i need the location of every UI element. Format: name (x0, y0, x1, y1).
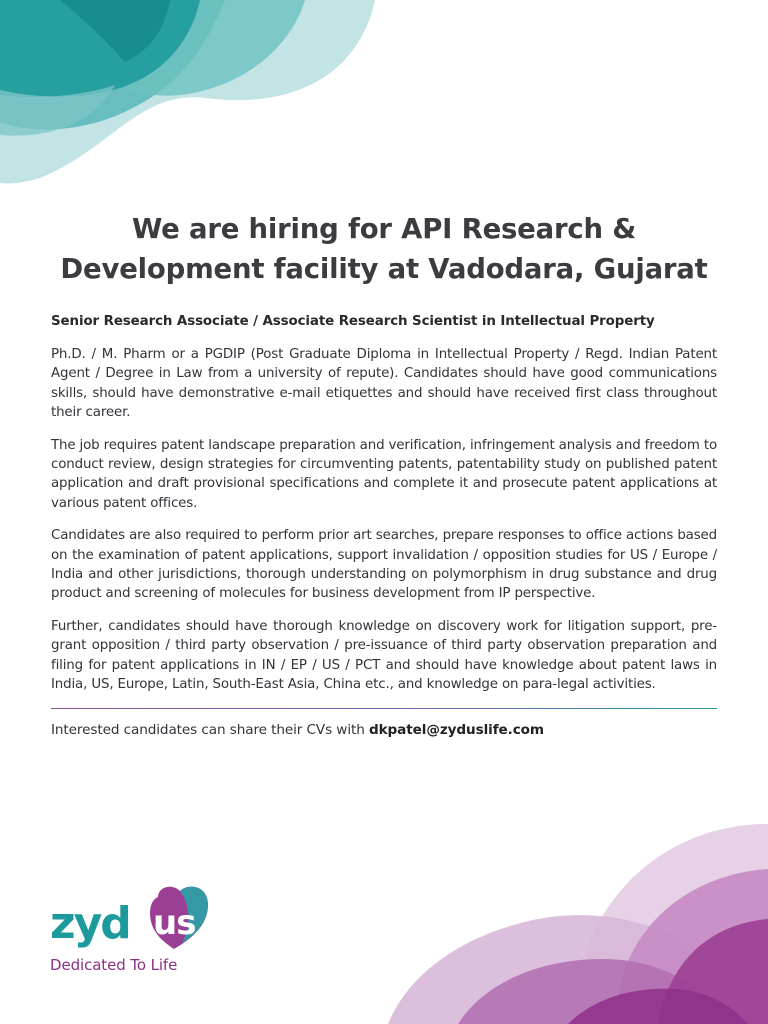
logo-tagline: Dedicated To Life (50, 956, 178, 974)
zydus-logo (50, 883, 220, 978)
headline-line-2: Development facility at Vadodara, Gujarat (60, 253, 708, 285)
job-description (51, 312, 717, 740)
zydus-wordmark-icon (50, 883, 220, 955)
contact-line (51, 720, 717, 740)
contact-email-link[interactable]: dkpatel@zyduslife.com (368, 722, 544, 738)
paragraph-job-requirements: The job requires patent landscape preparation and verification, infringement analysis and freedom to conduct review, design strategies for circumventing patents, patentability study on published patent application and draft provisional specifications and complete it and prosecute patent applications at various patent offices. (51, 437, 717, 511)
section-divider (51, 708, 717, 710)
teal-petal-decoration (0, 0, 380, 185)
paragraph-knowledge: Further, candidates should have thorough knowledge on discovery work for litigation support, pre-grant opposition / third party observation / pre-issuance of third party observation preparation and filing for patent applications in IN / EP / US / PCT and should have knowledge about patent laws in India, US, Europe, Latin, South-East Asia, China etc., and knowledge on para-legal activities. (51, 618, 717, 693)
headline-line-1: We are hiring for API Research & (132, 213, 636, 245)
logo-wordmark-zyd: zyd (50, 898, 130, 949)
page-headline (40, 209, 728, 289)
contact-prefix: Interested candidates can share their CVs with (51, 722, 369, 738)
paragraph-qualifications: Ph.D. / M. Pharm or a PGDIP (Post Graduate Diploma in Intellectual Property / Regd. Indian Patent Agent / Degree in Law from a university of repute). Candidates should have good communications skills, should have demonstrative e-mail etiquettes and should have received first class throughout their career. (51, 347, 717, 421)
position-title: Senior Research Associate / Associate Research Scientist in Intellectual Property (51, 314, 655, 329)
paragraph-additional-duties: Candidates are also required to perform prior art searches, prepare responses to office actions based on the examination of patent applications, support invalidation / opposition studies for US / Europe / India and other jurisdictions, thorough understanding on polymorphism in drug substance and drug product and screening of molecules for business development from IP perspective. (51, 528, 717, 602)
logo-wordmark-us: us (153, 903, 196, 943)
purple-petal-decoration (388, 824, 768, 1024)
